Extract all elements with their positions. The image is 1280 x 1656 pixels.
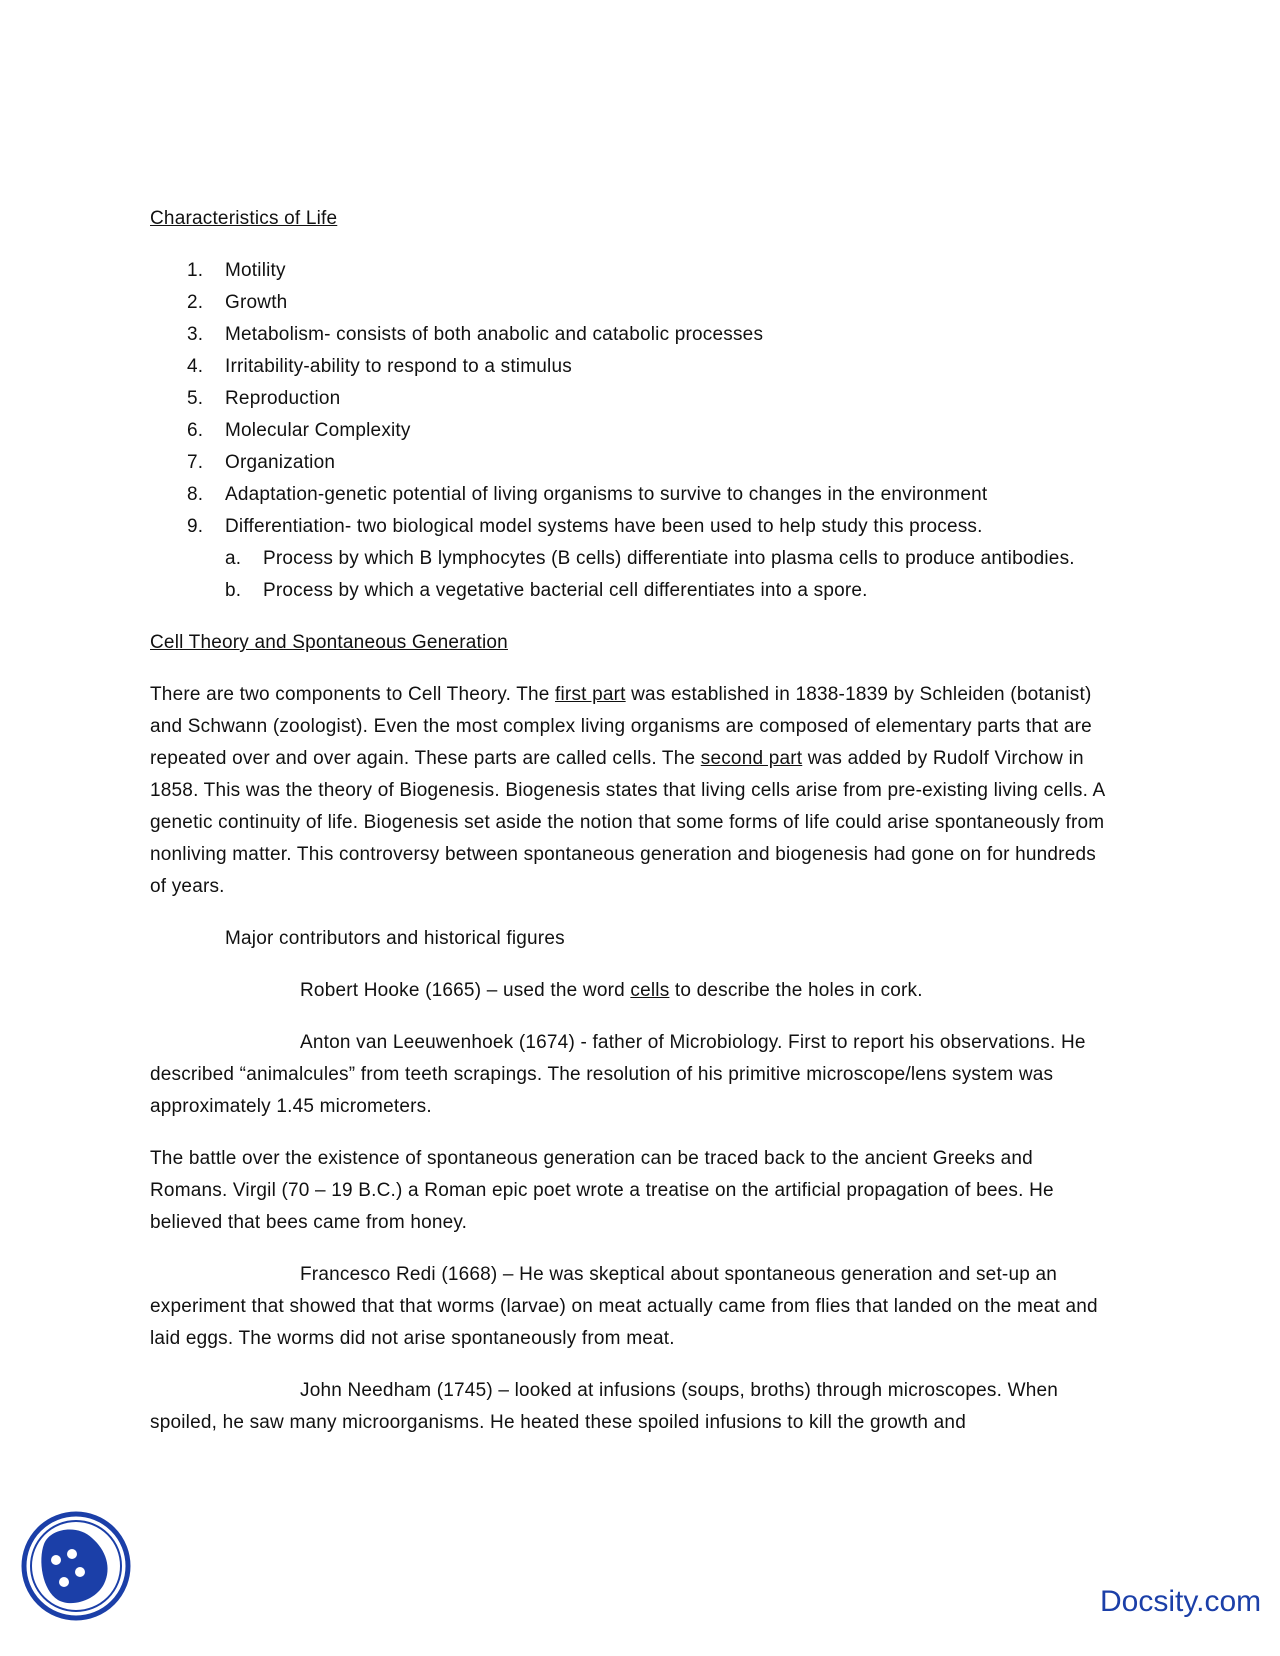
list-item: 8. Adaptation-genetic potential of living organisms to survive to changes in the environment xyxy=(187,484,988,505)
list-item: 4. Irritability-ability to respond to a stimulus xyxy=(187,356,572,377)
differentiation-sublist xyxy=(225,543,1115,607)
section-heading-cell-theory: Cell Theory and Spontaneous Generation xyxy=(150,632,508,653)
section-heading-characteristics: Characteristics of Life xyxy=(150,208,338,229)
document-body xyxy=(150,203,1115,1459)
list-item: 5. Reproduction xyxy=(187,388,341,409)
sub-list-item: b. Process by which a vegetative bacterial cell differentiates into a spore. xyxy=(225,580,868,601)
hooke-paragraph: Robert Hooke (1665) – used the word cells to describe the holes in cork. xyxy=(300,980,923,1001)
second-part-underlined: second part xyxy=(700,748,803,769)
list-item: 3. Metabolism- consists of both anabolic and catabolic processes xyxy=(187,324,764,345)
sub-list-item: a. Process by which B lymphocytes (B cells) differentiate into plasma cells to produce antibodies. xyxy=(225,548,1075,569)
list-item: 2. Growth xyxy=(187,292,288,313)
list-item: 1. Motility xyxy=(187,260,286,281)
cell-theory-paragraph: There are two components to Cell Theory. The first part was established in 1838-1839 by Schleiden (botanist) and Schwann (zoologist). Even the most complex living organisms are composed of elementary parts that are repeated over and over again. These parts are called cells. The second part was added by Rudolf Virchow in 1858. This was the theory of Biogenesis. Biogenesis states that living cells arise from pre-existing living cells. A genetic continuity of life. Biogenesis set aside the notion that some forms of life could arise spontaneously from nonliving matter. This controversy between spontaneous generation and biogenesis had gone on for hundreds of years. xyxy=(150,684,1105,897)
list-item: 6. Molecular Complexity xyxy=(187,420,411,441)
cells-underlined: cells xyxy=(630,980,670,1001)
docsity-brand-link[interactable]: Docsity.com xyxy=(1100,1585,1262,1618)
list-item: 7. Organization xyxy=(187,452,336,473)
contributors-subheading: Major contributors and historical figures xyxy=(225,928,565,949)
needham-paragraph: John Needham (1745) – looked at infusions (soups, broths) through microscopes. When spoiled, he saw many microorganisms. He heated these spoiled infusions to kill the growth and xyxy=(150,1380,1058,1433)
battle-paragraph: The battle over the existence of spontaneous generation can be traced back to the ancient Greeks and Romans. Virgil (70 – 19 B.C.) a Roman epic poet wrote a treatise on the artificial propagation of bees. He believed that bees came from honey. xyxy=(150,1148,1054,1233)
list-item: 9. Differentiation- two biological model systems have been used to help study this process. a. Process by which B lymphocytes (B cells) differentiate into plasma cells to produce antibodies. b. Process by which a vegetative bacterial cell differentiates into a spore. xyxy=(150,511,1115,607)
leeuwenhoek-paragraph: Anton van Leeuwenhoek (1674) - father of Microbiology. First to report his observations. He described “animalcules” from teeth scrapings. The resolution of his primitive microscope/lens system was approximately 1.45 micrometers. xyxy=(150,1032,1086,1117)
docsity-logo-icon[interactable] xyxy=(20,1510,132,1622)
redi-paragraph: Francesco Redi (1668) – He was skeptical about spontaneous generation and set-up an experiment that showed that that worms (larvae) on meat actually came from flies that landed on the meat and laid eggs. The worms did not arise spontaneously from meat. xyxy=(150,1264,1098,1349)
first-part-underlined: first part xyxy=(555,684,626,705)
characteristics-list xyxy=(150,255,1115,607)
